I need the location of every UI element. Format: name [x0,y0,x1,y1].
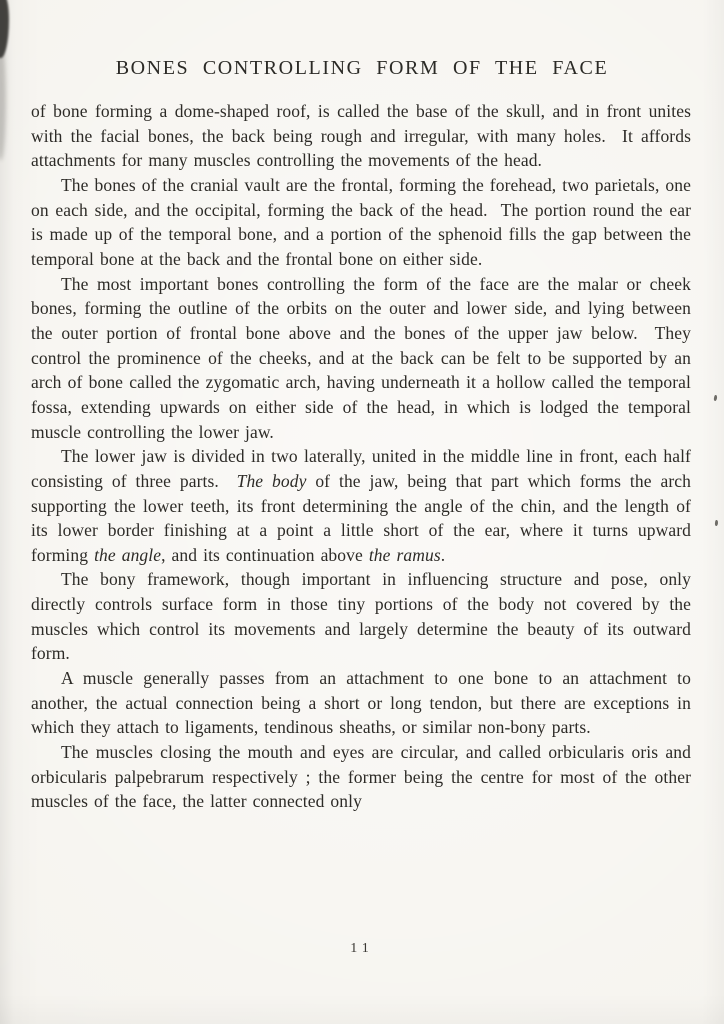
body-text: of the jaw, being that part which forms the arch supporting the lower teeth, its front determining the angle of the chin, and the length of its lower border finishing at a point a little short of the ear, where it turns upward forming [31,470,691,565]
body-text: . [440,544,446,565]
body-text: The most important bones controlling the form of the face are the malar or cheek bones, forming the outline of the orbits on the outer and lower side, and lying between the outer portion of frontal bone above and the bones of the upper jaw below. They control the prominence of the cheeks, and at the back can be felt to be supported by an arch of bone called the zygomatic arch, having underneath it a hollow called the temporal fossa, extending upwards on either side of the head, in which is lodged the temporal muscle controlling the lower jaw. [31,273,691,442]
body-text: , and its continuation above [161,544,369,565]
page-body [31,99,691,814]
paragraph [31,272,691,445]
body-text: The bony framework, though important in influencing structure and pose, only directly controls surface form in those tiny portions of the body not covered by the muscles which control its movements and largely determine the beauty of its outward form. [31,569,691,664]
scan-speck [715,520,719,526]
paragraph [31,444,691,567]
page-number: 11 [350,941,374,956]
body-text: The muscles closing the mouth and eyes are circular, and called orbicularis oris and orbicularis palpebrarum respectively ; the former being the centre for most of the other muscles of the face, the latter connected only [31,742,691,812]
body-text: A muscle generally passes from an attachment to one bone to an attachment to another, the actual connection being a short or long tendon, but there are exceptions in which they attach to ligaments, tendinous sheaths, or similar non-bony parts. [31,668,691,738]
paragraph [31,740,691,814]
italic-text: the ramus [368,544,441,565]
paragraph [31,173,691,272]
scan-speck [713,395,717,401]
paragraph [31,666,691,740]
body-text: of bone forming a dome-shaped roof, is called the base of the skull, and in front unites with the facial bones, the back being rough and irregular, with many holes. It affords attachments for many muscles controlling the movements of the head. [31,101,691,171]
page-title: BONES CONTROLLING FORM OF THE FACE [115,57,609,79]
paragraph [31,99,691,173]
body-text: The bones of the cranial vault are the frontal, forming the forehead, two parietals, one on each side, and the occipital, forming the back of the head. The portion round the ear is made up of the temporal bone, and a portion of the sphenoid fills the gap between the temporal bone at the back and the frontal bone on either side. [31,174,691,269]
italic-text: the angle [94,544,162,565]
body-text: The lower jaw is divided in two laterally, united in the middle line in front, each half consisting of three parts. [31,446,691,491]
italic-text: The body [236,470,307,491]
paragraph [31,567,691,666]
